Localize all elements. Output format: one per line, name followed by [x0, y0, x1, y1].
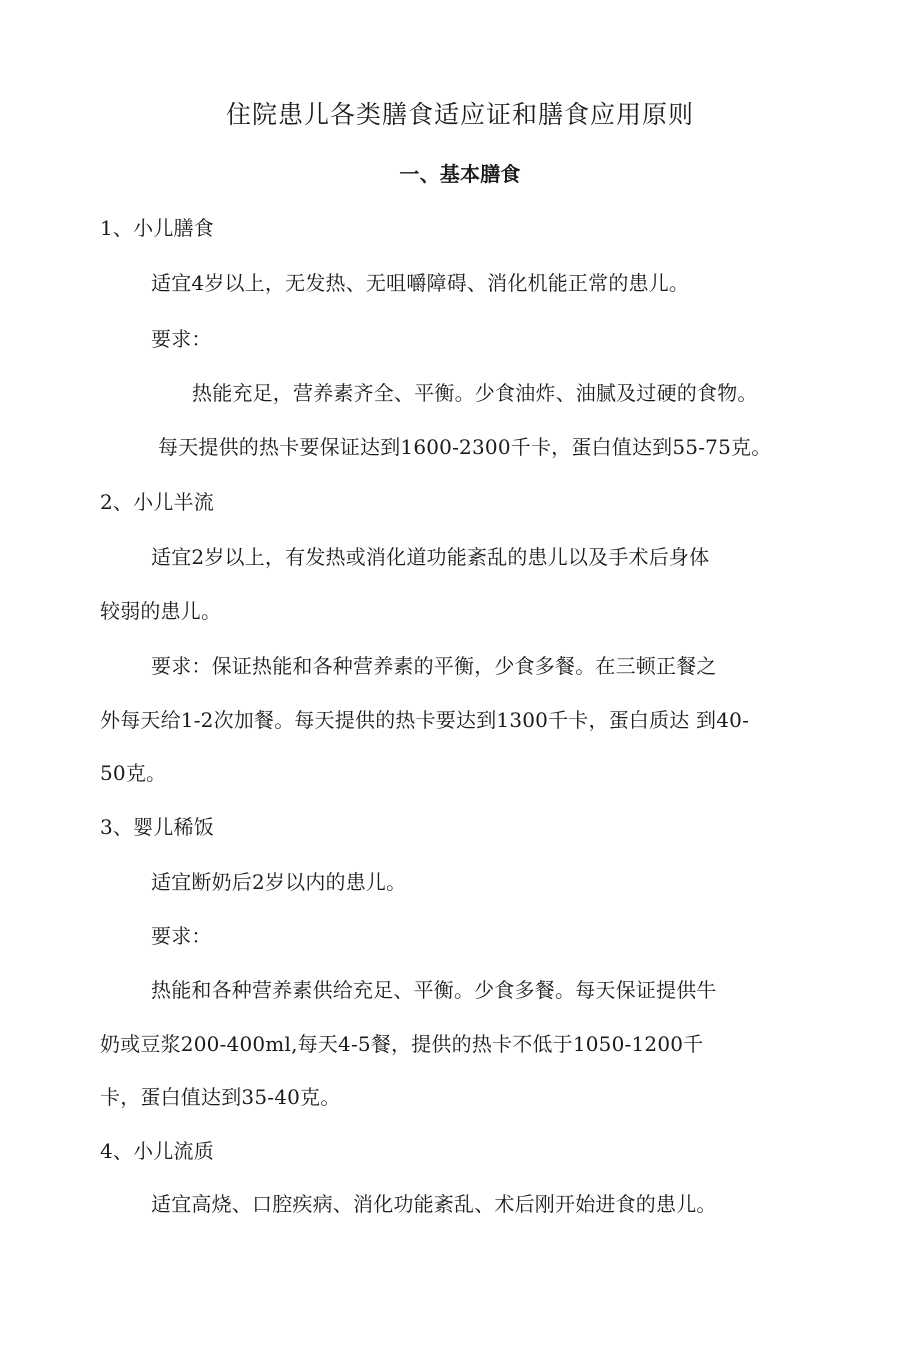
item-heading: 2、小儿半流 [100, 490, 214, 514]
requirement-text: 热能充足，营养素齐全、平衡。少食油炸、油腻及过硬的食物。 [192, 381, 758, 405]
item-indication: 适宜2岁以上，有发热或消化道功能紊乱的患儿以及手术后身体 [151, 545, 710, 569]
item-indication: 适宜4岁以上，无发热、无咀嚼障碍、消化机能正常的患儿。 [151, 271, 690, 295]
item-indication: 适宜断奶后2岁以内的患儿。 [151, 870, 407, 894]
requirement-label: 要求： [151, 924, 212, 948]
section-heading: 一、基本膳食 [399, 162, 521, 186]
document-title: 住院患儿各类膳食适应证和膳食应用原则 [225, 100, 694, 129]
item-indication: 较弱的患儿。 [100, 599, 222, 623]
requirement-text: 奶或豆浆200-400ml,每天4-5餐，提供的热卡不低于1050-1200千 [100, 1032, 704, 1056]
item-heading: 4、小儿流质 [100, 1139, 214, 1163]
requirement-text: 要求：保证热能和各种营养素的平衡，少食多餐。在三顿正餐之 [151, 654, 717, 678]
requirement-text: 热能和各种营养素供给充足、平衡。少食多餐。每天保证提供牛 [151, 978, 717, 1002]
requirement-text: 外每天给1-2次加餐。每天提供的热卡要达到1300千卡，蛋白质达 到40- [100, 708, 750, 732]
item-heading: 3、婴儿稀饭 [100, 815, 214, 839]
requirement-text: 50克。 [100, 761, 167, 785]
requirement-text: 卡，蛋白值达到35-40克。 [100, 1085, 341, 1109]
item-heading: 1、小儿膳食 [100, 216, 214, 240]
item-indication: 适宜高烧、口腔疾病、消化功能紊乱、术后刚开始进食的患儿。 [151, 1192, 717, 1216]
requirement-text: 每天提供的热卡要保证达到1600-2300千卡，蛋白值达到55-75克。 [158, 435, 772, 459]
requirement-label: 要求： [151, 327, 212, 351]
